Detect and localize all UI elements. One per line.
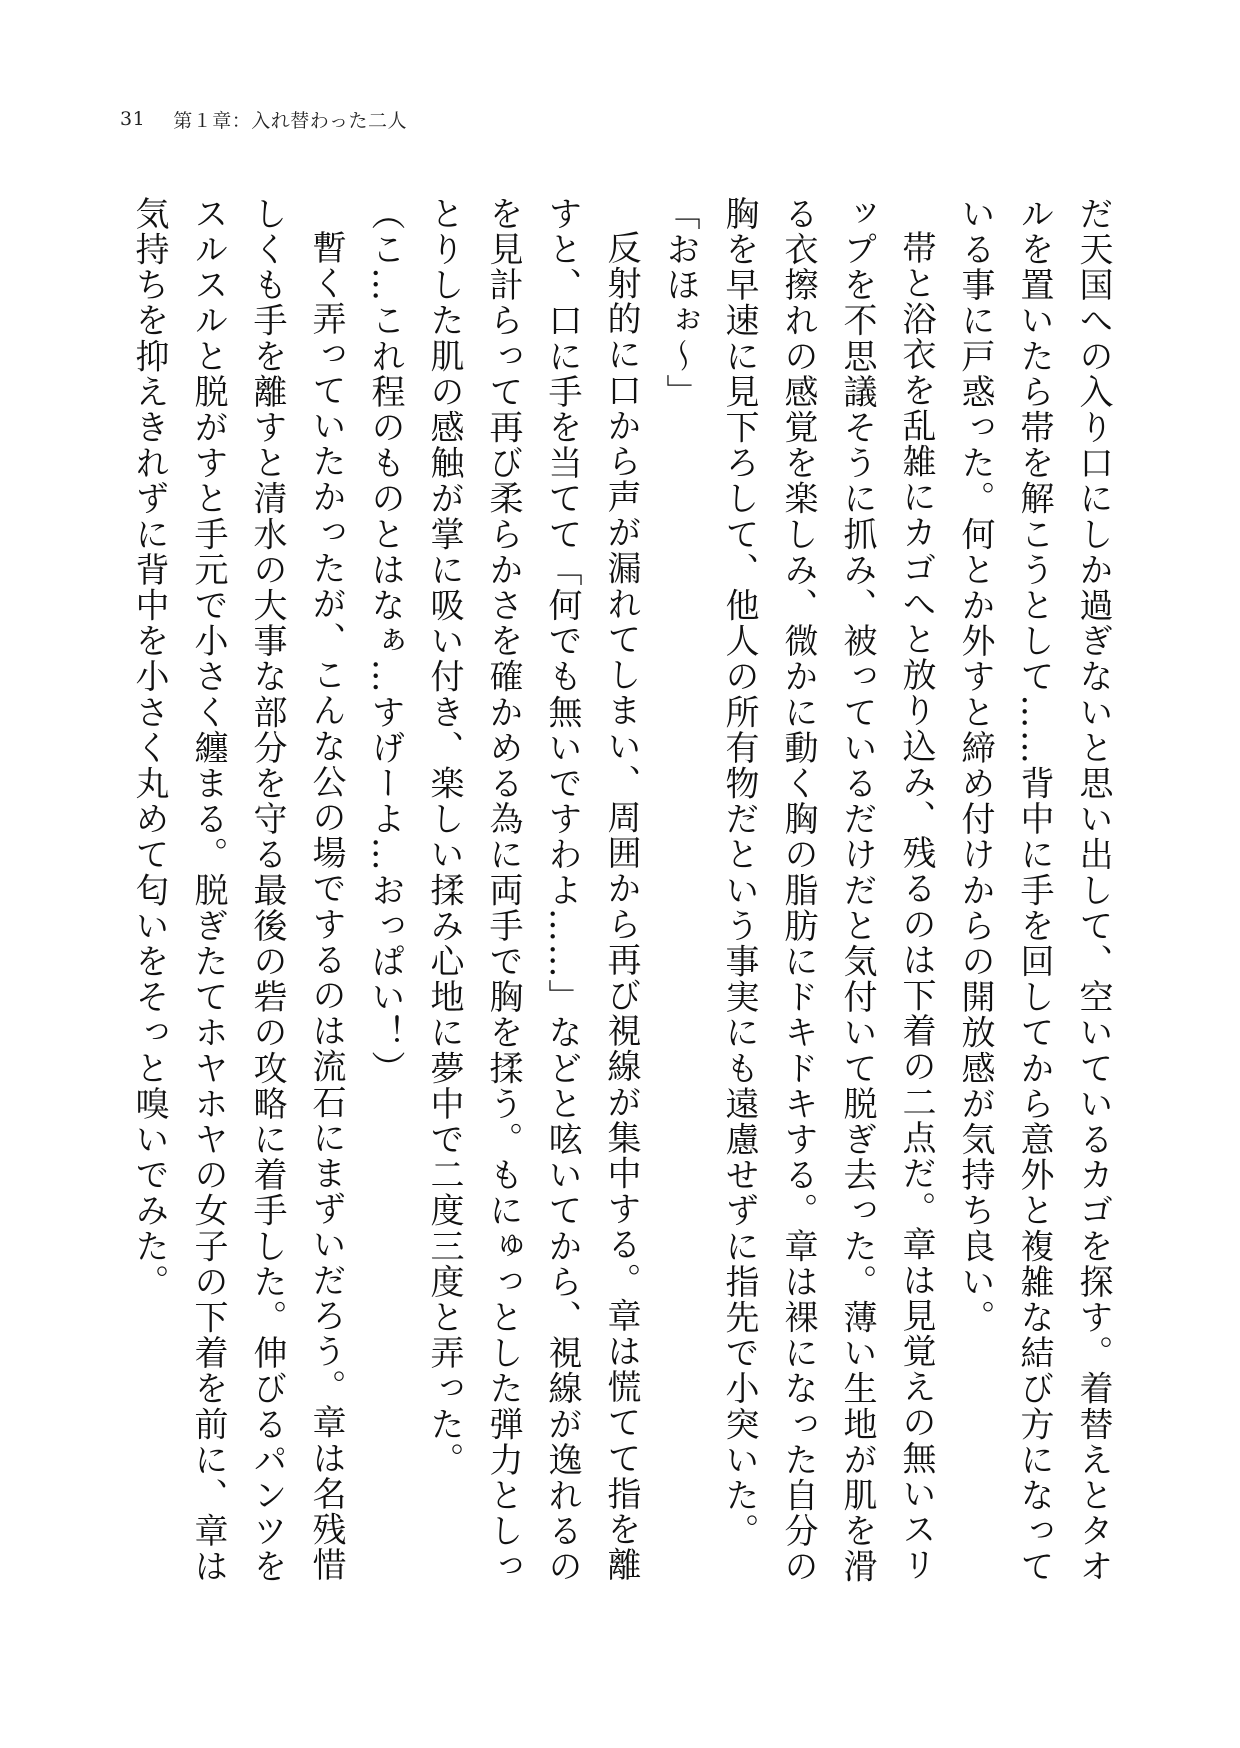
chapter-title: 第１章：入れ替わった二人 (173, 109, 407, 132)
running-header (120, 104, 407, 134)
dialogue-line: 「おほぉ〜」 (660, 196, 700, 410)
inner-thought-line: （こ…これ程のものとはなぁ…すげーよ…おっぱい！） (365, 196, 405, 1086)
paragraph: 反射的に口から声が漏れてしまい、周囲から再び視線が集中する。章は慌てて指を離すと、口に手を当てて「何でも無いですわよ……」などと呟いてから、視線が逸れるのを見計らって再び柔らかさを確かめる為に両手で胸を揉う。もにゅっとした弾力としっとりした肌の感触が掌に吸い付き、楽しい揉み心地に夢中で二度三度と弄った。 (424, 196, 641, 1585)
page-number: 31 (120, 108, 146, 130)
paragraph: 暫く弄っていたかったが、こんな公の場でするのは流石にまずいだろう。章は名残惜しくも手を離すと清水の大事な部分を守る最後の砦の攻略に着手した。伸びるパンツをスルスルと脱がすと手元で小さく纏まる。脱ぎたてホヤホヤの女子の下着を前に、章は気持ちを抑えきれずに背中を小さく丸めて匂いをそっと嗅いでみた。 (129, 196, 346, 1585)
paragraph: だ天国への入り口にしか過ぎないと思い出して、空いているカゴを探す。着替えとタオルを置いたら帯を解こうとして……背中に手を回してから意外と複雑な結び方になっている事に戸惑った。何とか外すと締め付けからの開放感が気持ち良い。 (955, 196, 1113, 1585)
paragraph: 帯と浴衣を乱雑にカゴへと放り込み、残るのは下着の二点だ。章は見覚えの無いスリップを不思議そうに抓み、被っているだけだと気付いて脱ぎ去った。薄い生地が肌を滑る衣擦れの感覚を楽しみ、微かに動く胸の脂肪にドキドキする。章は裸になった自分の胸を早速に見下ろして、他人の所有物だという事実にも遠慮せずに指先で小突いた。 (719, 196, 936, 1585)
vertical-body-text (116, 196, 1122, 1586)
